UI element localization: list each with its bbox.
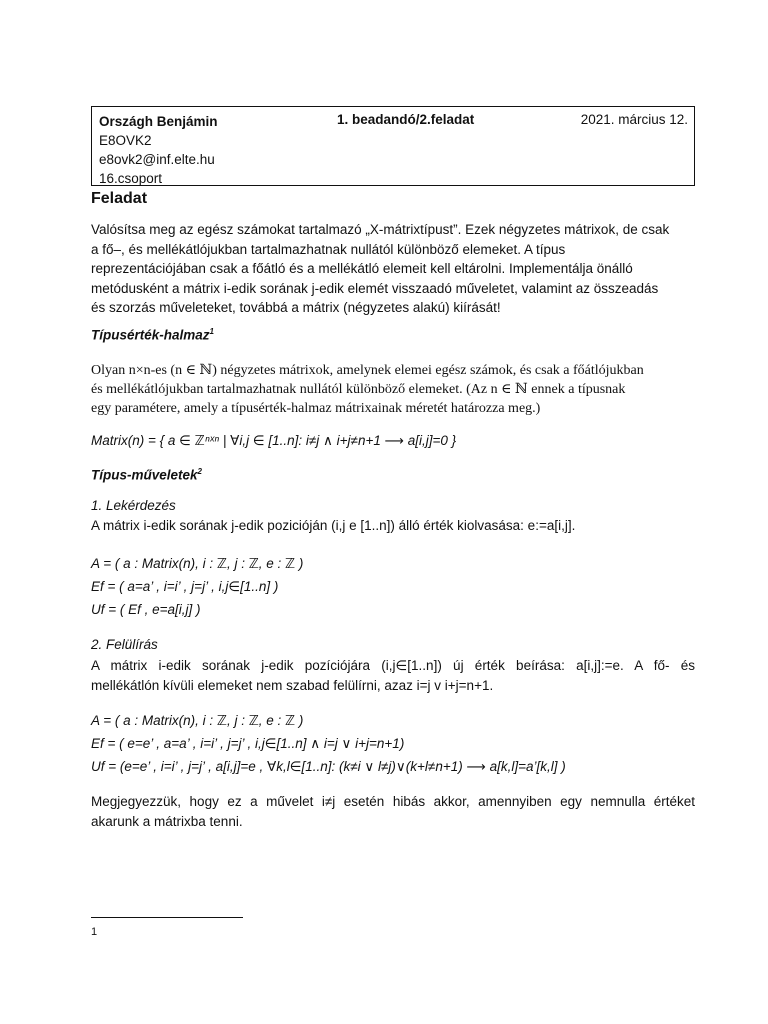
op1-spec (91, 552, 695, 621)
text-line: egy paramétere, amely a típusérték-halmaz mátrixainak méretét határozza meg.) (91, 401, 541, 416)
spec-A: A = ( a : Matrix(n), i : ℤ, j : ℤ, e : ℤ ) (91, 713, 304, 728)
text-line: reprezentációjában csak a főátló és a mellékátló elemeit kell eltárolni. Implementálja önálló (91, 261, 633, 276)
note (91, 792, 695, 831)
neptun-code: E8OVK2 (99, 133, 152, 148)
text-line: metódusként a mátrix i-edik sorának j-edik elemét visszaadó műveletet, valamint az összeadás (91, 280, 659, 296)
op2-desc (91, 656, 695, 695)
footnote-ref: 1 (209, 327, 214, 336)
halmaz-heading (91, 327, 695, 343)
footnote-rule (91, 917, 243, 918)
assignment-id: 1. beadandó/2.feladat (337, 112, 475, 127)
matrix-formula: Matrix(n) = { a ∈ ℤⁿˣⁿ | ∀i,j ∈ [1..n]: i≠j ∧ i+j≠n+1 ⟶ a[i,j]=0 } (91, 433, 457, 448)
halmaz-text (91, 361, 695, 418)
text-line: mellékátlón kívüli elemeket nem szabad felülírni, azaz i=j v i+j=n+1. (91, 677, 494, 693)
footnote-number: 1 (91, 926, 98, 938)
email: e8ovk2@inf.elte.hu (99, 152, 215, 167)
text-line: és mellékátlójukban tartalmazhatnak nullától különböző elemeket. (Az n ∈ ℕ ennek a típusnak (91, 382, 626, 397)
op1-title: 1. Lekérdezés (91, 498, 176, 513)
text-line: akarunk a mátrixba tenni. (91, 813, 243, 829)
text-line: Megjegyezzük, hogy ez a művelet i≠j esetén hibás akkor, amennyiben egy nemnulla értéket (91, 794, 695, 809)
author-block (99, 112, 218, 188)
header-box (91, 106, 695, 186)
op1-desc: A mátrix i-edik sorának j-edik pozicióján (i,j e [1..n]) álló érték kiolvasása: e:=a[i,j]. (91, 518, 576, 533)
text-line: Valósítsa meg az egész számokat tartalmazó „X-mátrixtípust”. Ezek négyzetes mátrixok, de csak (91, 222, 670, 237)
muveletek-title: Típus-műveletek (91, 467, 198, 483)
op2-spec (91, 709, 695, 778)
text-line: a fő–, és mellékátlójukban tartalmazhatnak nullától különböző elemeket. A típus (91, 241, 566, 257)
halmaz-title: Típusérték-halmaz (91, 327, 210, 343)
footnote-ref: 2 (197, 467, 202, 476)
spec-Ef: Ef = ( a=a’ , i=i’ , j=j’ , i,j∈[1..n] ) (91, 579, 279, 594)
spec-Ef: Ef = ( e=e’ , a=a’ , i=i’ , j=j’ , i,j∈[1..n] ∧ i=j ∨ i+j=n+1) (91, 736, 405, 751)
date: 2021. március 12. (580, 112, 688, 127)
spec-Uf: Uf = ( Ef , e=a[i,j] ) (91, 602, 201, 617)
text-line: A mátrix i-edik sorának j-edik pozíciójára (i,j∈[1..n]) új érték beírása: a[i,j]:=e. A fő- és (91, 658, 695, 673)
text-line: és szorzás műveleteket, továbbá a mátrix (négyzetes alakú) kiírását! (91, 300, 501, 315)
feladat-title: Feladat (91, 190, 148, 207)
op2-title: 2. Felülírás (91, 637, 158, 652)
group: 16.csoport (99, 171, 163, 186)
feladat-text (91, 220, 695, 318)
spec-A: A = ( a : Matrix(n), i : ℤ, j : ℤ, e : ℤ ) (91, 556, 304, 571)
text-line: Olyan n×n-es (n ∈ ℕ) négyzetes mátrixok, amelynek elemei egész számok, és csak a főátlójukban (91, 363, 644, 378)
spec-Uf: Uf = (e=e’ , i=i’ , j=j’ , a[i,j]=e , ∀k,l∈[1..n]: (k≠i ∨ l≠j)∨(k+l≠n+1) ⟶ a[k,l]=a’[k,l] ) (91, 759, 566, 774)
author-name: Országh Benjámin (99, 114, 218, 129)
muveletek-heading (91, 467, 695, 483)
